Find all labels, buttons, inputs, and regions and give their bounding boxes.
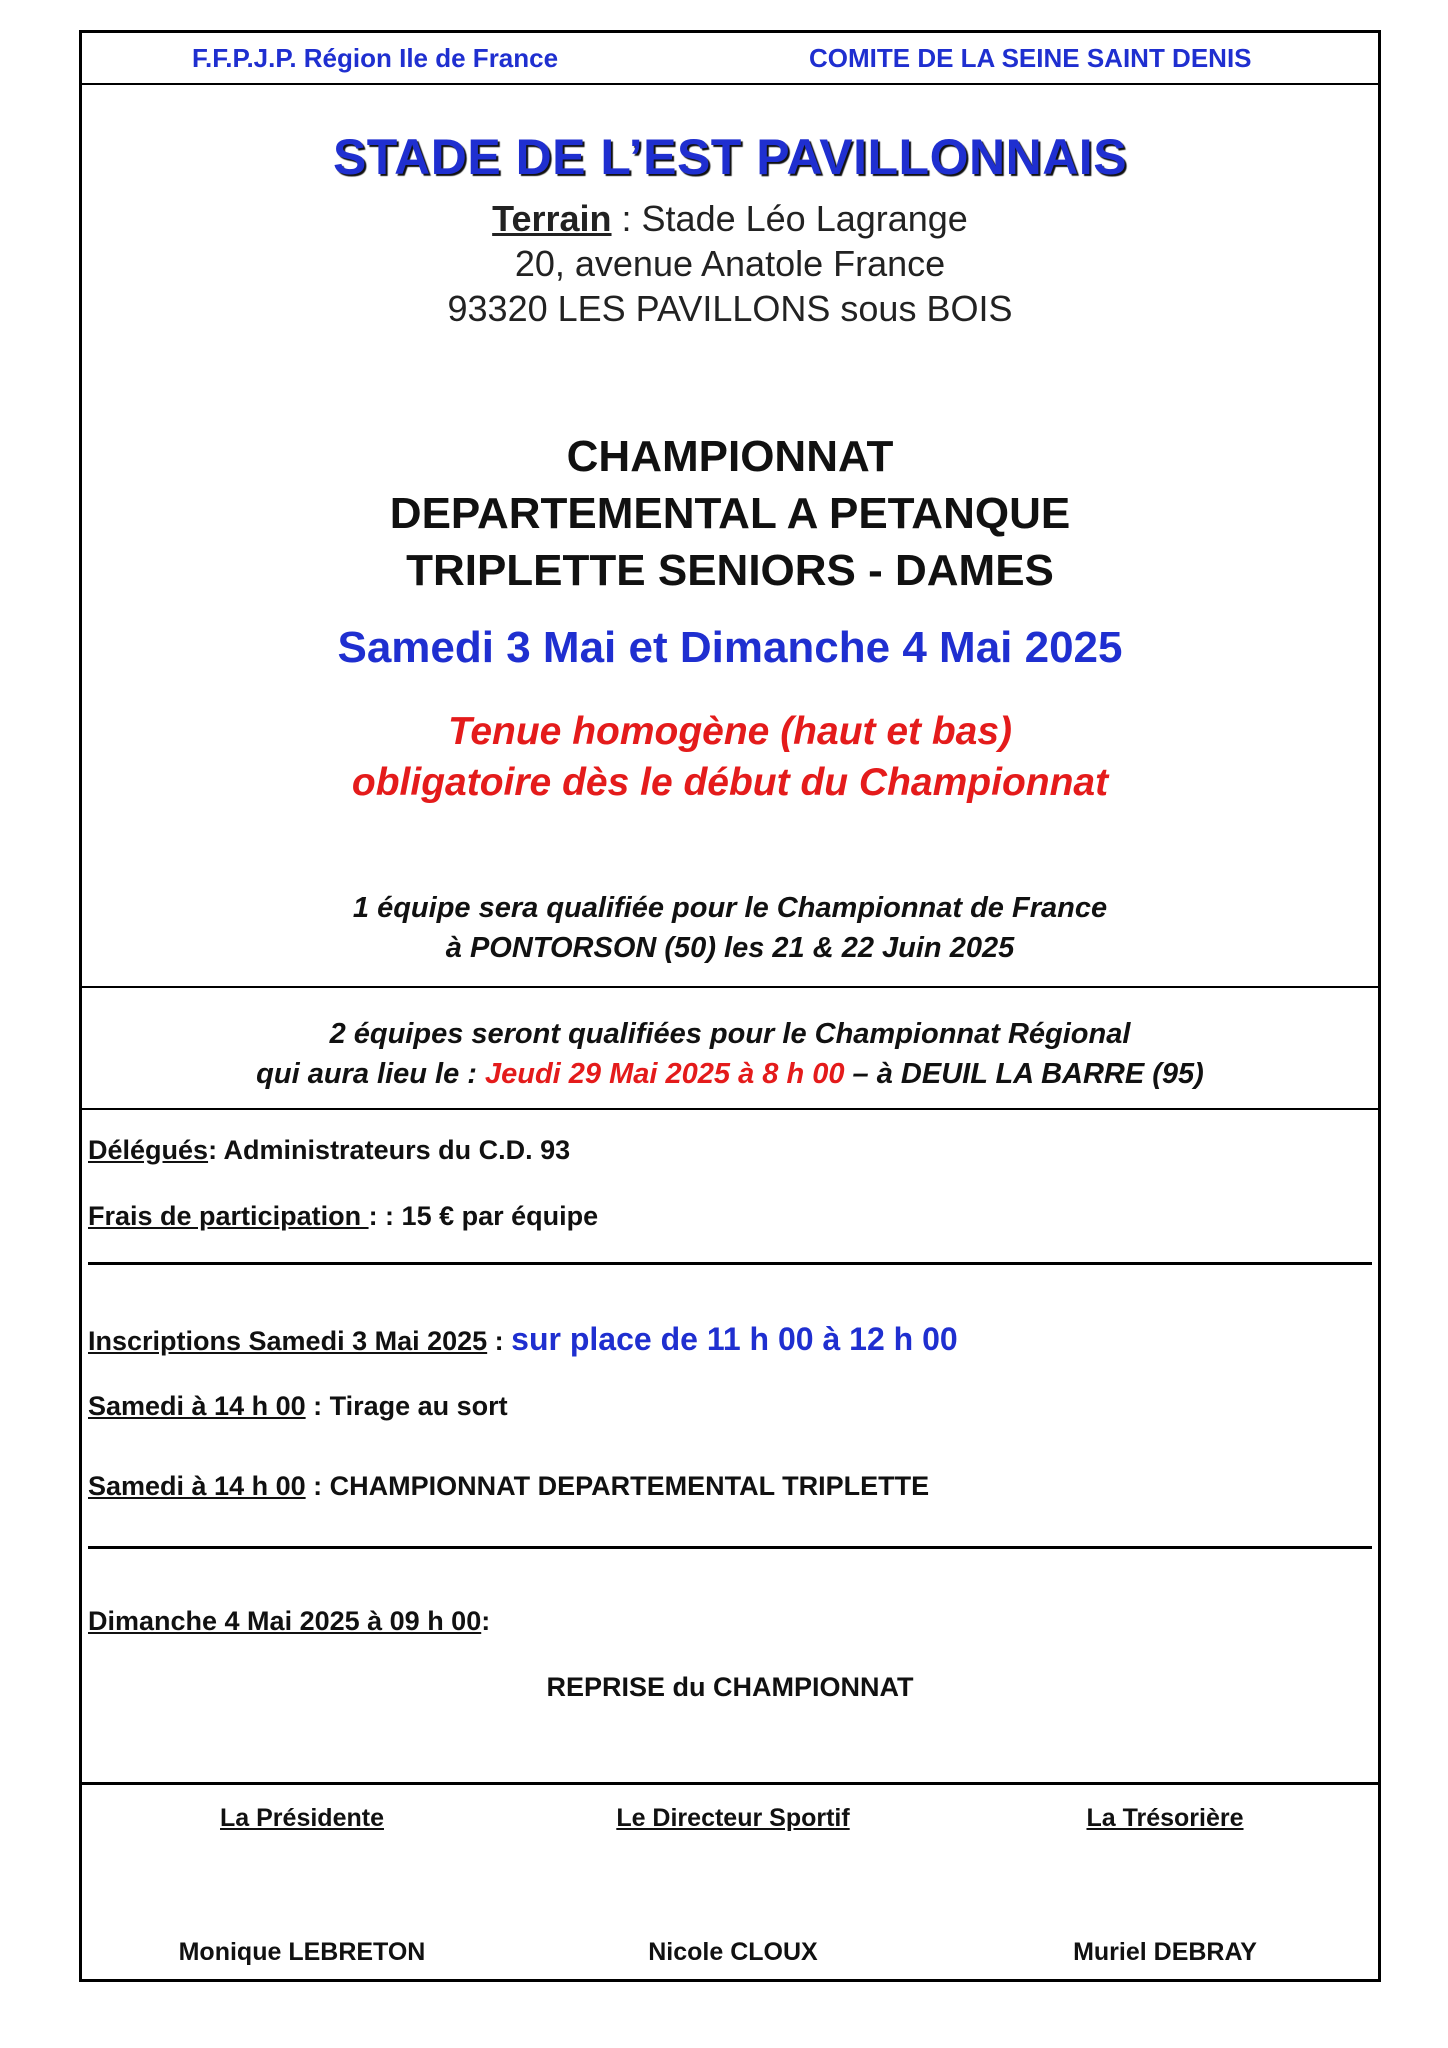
terrain-value: Stade Léo Lagrange: [641, 198, 968, 239]
championship-line-3: TRIPLETTE SENIORS - DAMES: [406, 546, 1054, 595]
committee-name: COMITE DE LA SEINE SAINT DENIS: [809, 43, 1252, 73]
sunday-colon: :: [481, 1606, 491, 1636]
regional-prefix: qui aura lieu le :: [256, 1058, 485, 1090]
fees-value: : : 15 € par équipe: [368, 1201, 599, 1231]
signature-title-sports-director: Le Directeur Sportif: [616, 1804, 850, 1832]
terrain-label: Terrain: [492, 198, 612, 239]
terrain-line: [82, 196, 1378, 241]
venue-city: 93320 LES PAVILLONS sous BOIS: [447, 288, 1013, 329]
championship-resume: REPRISE du CHAMPIONNAT: [546, 1672, 914, 1702]
draw-value: : Tirage au sort: [305, 1391, 508, 1421]
championship-line-2: DEPARTEMENTAL A PETANQUE: [389, 489, 1071, 538]
divider-2: [82, 1108, 1378, 1110]
sunday-label: Dimanche 4 Mai 2025 à 09 h 00: [88, 1606, 482, 1636]
france-qualification-line-2: à PONTORSON (50) les 21 & 22 Juin 2025: [445, 932, 1015, 964]
registration-row: [88, 1321, 958, 1358]
registration-label: Inscriptions Samedi 3 Mai 2025: [88, 1326, 488, 1356]
dress-code-line-1: Tenue homogène (haut et bas): [447, 710, 1013, 753]
france-qualification-line-1: 1 équipe sera qualifiée pour le Championnat de France: [352, 892, 1108, 924]
signature-title-president: La Présidente: [220, 1804, 384, 1832]
dress-code-line-2: obligatoire dès le début du Championnat: [351, 761, 1109, 804]
venue-title: STADE DE L’EST PAVILLONNAIS: [332, 129, 1128, 185]
signature-name-sports-director: Nicole CLOUX: [648, 1938, 818, 1966]
start-row: [88, 1471, 929, 1502]
start-label: Samedi à 14 h 00: [88, 1471, 306, 1501]
registration-separator: :: [487, 1326, 512, 1356]
regional-qualification-line-2: [82, 1054, 1378, 1094]
regional-date: Jeudi 29 Mai 2025 à 8 h 00: [485, 1058, 845, 1090]
poster-frame: [79, 30, 1381, 1982]
divider-1: [82, 986, 1378, 988]
signature-title-treasurer: La Trésorière: [1086, 1804, 1244, 1832]
fees-row: [88, 1201, 598, 1232]
fees-label: Frais de participation: [88, 1201, 369, 1231]
registration-time: sur place de 11 h 00 à 12 h 00: [511, 1321, 958, 1357]
terrain-separator: :: [611, 198, 642, 239]
signature-name-president: Monique LEBRETON: [178, 1938, 426, 1966]
delegates-row: [88, 1135, 570, 1166]
venue-street: 20, avenue Anatole France: [514, 243, 946, 284]
regional-qualification-line-1: 2 équipes seront qualifiées pour le Championnat Régional: [329, 1018, 1131, 1050]
delegates-label: Délégués: [88, 1135, 209, 1165]
draw-label: Samedi à 14 h 00: [88, 1391, 306, 1421]
sunday-row: [88, 1606, 490, 1637]
draw-row: [88, 1391, 508, 1422]
start-value: : CHAMPIONNAT DEPARTEMENTAL TRIPLETTE: [305, 1471, 930, 1501]
regional-location: – à DEUIL LA BARRE (95): [844, 1058, 1204, 1090]
delegates-value: : Administrateurs du C.D. 93: [208, 1135, 571, 1165]
event-dates: Samedi 3 Mai et Dimanche 4 Mai 2025: [337, 623, 1123, 672]
federation-name: F.F.P.J.P. Région Ile de France: [192, 43, 559, 73]
divider-3: [88, 1262, 1372, 1265]
divider-4: [88, 1546, 1372, 1549]
championship-line-1: CHAMPIONNAT: [566, 432, 894, 481]
signature-name-treasurer: Muriel DEBRAY: [1073, 1938, 1257, 1966]
signature-divider: [82, 1782, 1378, 1785]
header-divider: [82, 83, 1378, 85]
